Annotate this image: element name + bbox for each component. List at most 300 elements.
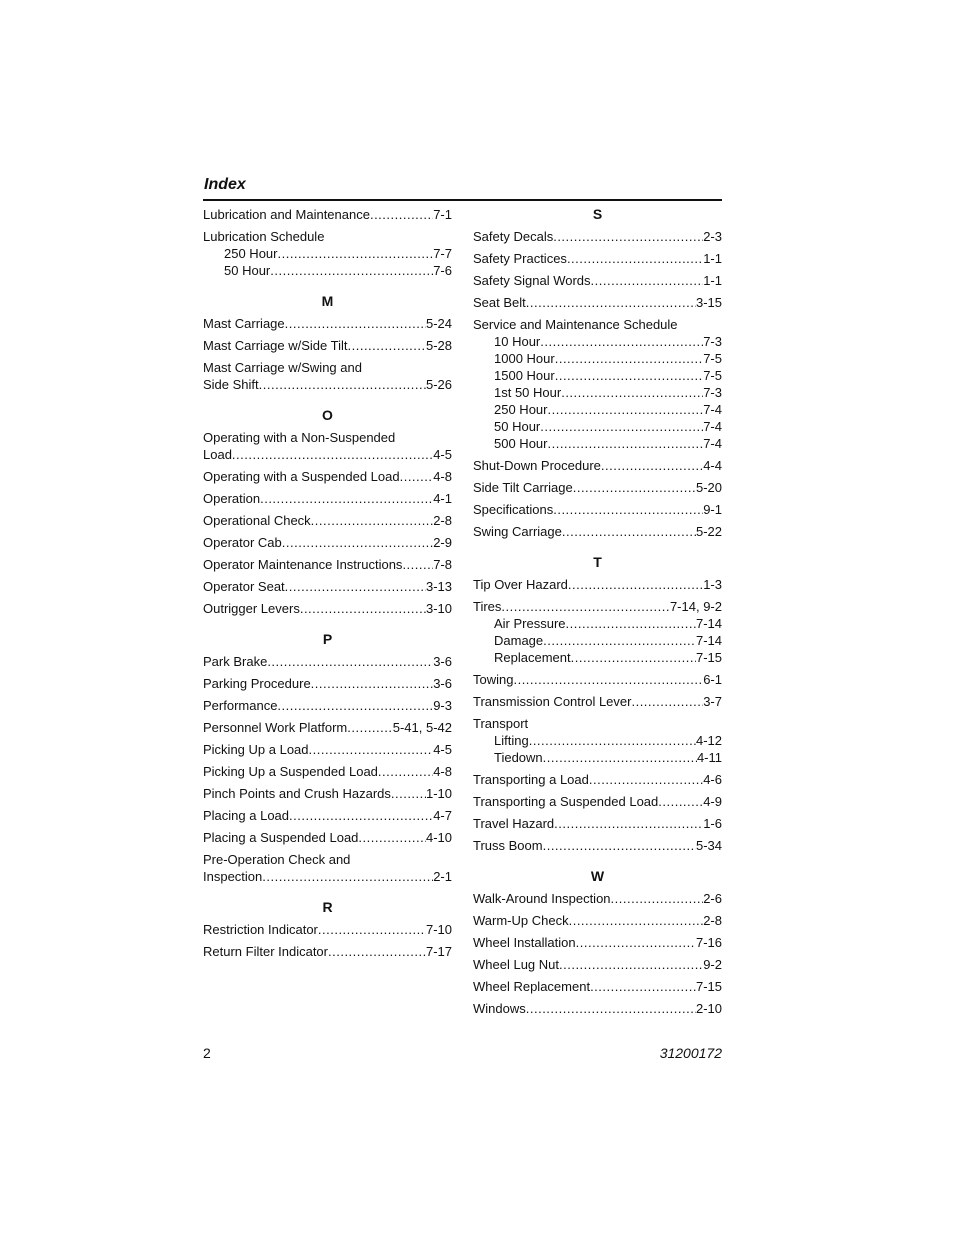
dot-leader xyxy=(285,578,426,595)
index-section-letter: P xyxy=(322,631,333,647)
index-term: Damage xyxy=(494,633,544,648)
index-entry xyxy=(203,921,452,938)
index-entry-line xyxy=(203,943,452,960)
index-term: Pinch Points and Crush Hazards xyxy=(203,786,391,801)
dot-leader xyxy=(400,468,434,485)
index-subentry-line xyxy=(473,401,722,418)
index-entry xyxy=(473,693,722,710)
index-entry-line xyxy=(473,771,722,788)
index-page-ref: 5-41, 5-42 xyxy=(392,720,452,735)
index-entry-line xyxy=(203,807,452,824)
dot-leader xyxy=(358,829,426,846)
dot-leader xyxy=(347,719,392,736)
dot-leader xyxy=(547,435,703,452)
index-entry-line xyxy=(473,1000,722,1017)
index-term: Placing a Suspended Load xyxy=(203,830,359,845)
index-entry-line xyxy=(203,228,452,245)
index-term: Parking Procedure xyxy=(203,676,311,691)
index-subentry-line xyxy=(473,367,722,384)
index-term: Picking Up a Suspended Load xyxy=(203,764,378,779)
index-term: Mast Carriage w/Swing and xyxy=(203,360,362,375)
index-page-ref: 9-3 xyxy=(433,698,452,713)
dot-leader xyxy=(501,598,670,615)
dot-leader xyxy=(571,649,696,666)
dot-leader xyxy=(318,921,426,938)
index-entry xyxy=(473,715,722,766)
dot-leader xyxy=(259,376,426,393)
index-entry-line xyxy=(473,501,722,518)
index-entry-line xyxy=(203,578,452,595)
index-entry-line xyxy=(473,272,722,289)
index-entry-line xyxy=(203,359,452,376)
index-column-left xyxy=(203,206,452,965)
index-page-ref: 1-1 xyxy=(703,273,722,288)
index-entry xyxy=(473,1000,722,1017)
index-page-ref: 4-8 xyxy=(433,764,452,779)
title-rule xyxy=(203,199,722,201)
index-term: Operator Maintenance Instructions xyxy=(203,557,403,572)
index-term: Windows xyxy=(473,1001,526,1016)
dot-leader xyxy=(270,262,433,279)
index-section-letter: R xyxy=(322,899,333,915)
index-entry xyxy=(473,250,722,267)
index-term: Outrigger Levers xyxy=(203,601,300,616)
dot-leader xyxy=(576,934,696,951)
index-entry xyxy=(473,501,722,518)
dot-leader xyxy=(590,978,696,995)
index-page-ref: 7-5 xyxy=(703,351,722,366)
index-section-letter: M xyxy=(321,293,334,309)
dot-leader xyxy=(526,294,696,311)
dot-leader xyxy=(555,367,703,384)
index-page-ref: 1-1 xyxy=(703,251,722,266)
index-entry-line xyxy=(473,693,722,710)
dot-leader xyxy=(568,576,703,593)
index-entry xyxy=(203,512,452,529)
dot-leader xyxy=(553,501,703,518)
index-term: Travel Hazard xyxy=(473,816,555,831)
index-entry xyxy=(203,829,452,846)
index-page-ref: 5-22 xyxy=(695,524,722,539)
dot-leader xyxy=(277,697,433,714)
index-entry-line xyxy=(203,490,452,507)
index-term: 50 Hour xyxy=(224,263,271,278)
index-entry-line xyxy=(473,934,722,951)
dot-leader xyxy=(370,206,433,223)
index-entry-line xyxy=(203,851,452,868)
index-entry xyxy=(203,578,452,595)
index-entry-line xyxy=(203,653,452,670)
index-entry xyxy=(203,807,452,824)
index-entry-line xyxy=(203,785,452,802)
index-page-ref: 1-10 xyxy=(425,786,452,801)
index-entry xyxy=(203,785,452,802)
dot-leader xyxy=(611,890,704,907)
index-term: Tip Over Hazard xyxy=(473,577,568,592)
index-term: Shut-Down Procedure xyxy=(473,458,601,473)
index-page-ref: 3-6 xyxy=(433,654,452,669)
index-page-ref: 3-10 xyxy=(425,601,452,616)
index-entry-line xyxy=(203,675,452,692)
index-page-ref: 7-6 xyxy=(433,263,452,278)
index-entry xyxy=(203,600,452,617)
index-entry-line xyxy=(203,468,452,485)
index-term: Safety Signal Words xyxy=(473,273,591,288)
dot-leader xyxy=(658,793,703,810)
index-page-ref: 4-5 xyxy=(433,742,452,757)
page-title: Index xyxy=(204,176,246,193)
dot-leader xyxy=(601,457,703,474)
index-entry xyxy=(203,675,452,692)
index-page-ref: 7-14 xyxy=(695,616,722,631)
index-page-ref: 7-4 xyxy=(703,436,722,451)
dot-leader xyxy=(553,228,703,245)
index-page-ref: 4-9 xyxy=(703,794,722,809)
index-page-ref: 9-1 xyxy=(703,502,722,517)
index-term: Air Pressure xyxy=(494,616,566,631)
index-term: Truss Boom xyxy=(473,838,543,853)
dot-leader xyxy=(529,732,696,749)
index-term: Lifting xyxy=(494,733,529,748)
index-page-ref: 7-5 xyxy=(703,368,722,383)
dot-leader xyxy=(285,315,426,332)
index-subentry-line xyxy=(473,435,722,452)
index-page-ref: 7-4 xyxy=(703,402,722,417)
dot-leader xyxy=(559,956,703,973)
dot-leader xyxy=(540,333,703,350)
index-section-letter: S xyxy=(592,206,603,222)
index-term: Performance xyxy=(203,698,278,713)
footer-page-number: 2 xyxy=(203,1045,211,1061)
index-subentry-line xyxy=(473,615,722,632)
index-entry-line xyxy=(203,376,452,393)
index-term: Walk-Around Inspection xyxy=(473,891,611,906)
index-term: 1000 Hour xyxy=(494,351,555,366)
index-entry-line xyxy=(203,829,452,846)
index-page-ref: 5-34 xyxy=(695,838,722,853)
index-page-ref: 2-6 xyxy=(703,891,722,906)
index-term: Picking Up a Load xyxy=(203,742,309,757)
index-entry-line xyxy=(473,316,722,333)
index-entry-line xyxy=(203,921,452,938)
index-subentry-line xyxy=(473,749,722,766)
index-entry xyxy=(203,556,452,573)
index-entry-line xyxy=(473,890,722,907)
index-term: 10 Hour xyxy=(494,334,541,349)
index-entry xyxy=(203,337,452,354)
index-term: Lubrication Schedule xyxy=(203,229,325,244)
index-entry xyxy=(203,429,452,463)
index-entry-line xyxy=(473,912,722,929)
index-entry xyxy=(473,576,722,593)
index-term: Seat Belt xyxy=(473,295,526,310)
index-term: Wheel Replacement xyxy=(473,979,591,994)
index-term: Mast Carriage w/Side Tilt xyxy=(203,338,348,353)
index-page-ref: 4-1 xyxy=(433,491,452,506)
index-entry xyxy=(473,523,722,540)
index-page-ref: 3-13 xyxy=(425,579,452,594)
dot-leader xyxy=(378,763,433,780)
index-entry xyxy=(203,534,452,551)
index-entry xyxy=(203,697,452,714)
index-entry xyxy=(473,934,722,951)
index-page-ref: 3-6 xyxy=(433,676,452,691)
index-page-ref: 4-4 xyxy=(703,458,722,473)
index-page-ref: 6-1 xyxy=(703,672,722,687)
dot-leader xyxy=(631,693,703,710)
index-entry xyxy=(473,956,722,973)
index-entry-line xyxy=(203,534,452,551)
dot-leader xyxy=(562,523,696,540)
index-page-ref: 4-8 xyxy=(433,469,452,484)
index-term: Mast Carriage xyxy=(203,316,285,331)
index-page-ref: 2-1 xyxy=(433,869,452,884)
footer-document-number: 31200172 xyxy=(659,1045,722,1061)
dot-leader xyxy=(566,615,696,632)
dot-leader xyxy=(555,350,703,367)
index-entry xyxy=(473,228,722,245)
index-page-ref: 9-2 xyxy=(703,957,722,972)
index-term: Placing a Load xyxy=(203,808,290,823)
index-entry-line xyxy=(203,868,452,885)
dot-leader xyxy=(513,671,703,688)
index-entry xyxy=(203,206,452,223)
index-page-ref: 7-16 xyxy=(695,935,722,950)
dot-leader xyxy=(277,245,433,262)
index-page-ref: 7-4 xyxy=(703,419,722,434)
index-entry-line xyxy=(473,576,722,593)
index-term: Wheel Installation xyxy=(473,935,576,950)
index-subentry-line xyxy=(473,350,722,367)
dot-leader xyxy=(540,418,703,435)
dot-leader xyxy=(267,653,433,670)
index-entry-line xyxy=(473,978,722,995)
index-entry xyxy=(203,943,452,960)
index-entry xyxy=(473,479,722,496)
index-term: Warm-Up Check xyxy=(473,913,569,928)
index-entry-line xyxy=(473,793,722,810)
index-entry-line xyxy=(473,294,722,311)
index-term: Replacement xyxy=(494,650,571,665)
index-entry-line xyxy=(473,837,722,854)
dot-leader xyxy=(591,272,704,289)
index-page-ref: 4-12 xyxy=(695,733,722,748)
index-entry-line xyxy=(473,250,722,267)
dot-leader xyxy=(309,741,434,758)
index-page-ref: 5-20 xyxy=(695,480,722,495)
index-page-ref: 2-9 xyxy=(433,535,452,550)
index-entry xyxy=(473,890,722,907)
index-term: Specifications xyxy=(473,502,554,517)
index-entry-line xyxy=(203,429,452,446)
index-page-ref: 5-24 xyxy=(425,316,452,331)
index-entry xyxy=(473,316,722,452)
index-page-ref: 7-3 xyxy=(703,385,722,400)
index-entry xyxy=(203,315,452,332)
index-subentry-line xyxy=(473,418,722,435)
index-entry-line xyxy=(473,457,722,474)
index-term: Transporting a Load xyxy=(473,772,589,787)
dot-leader xyxy=(300,600,426,617)
index-page-ref: 4-10 xyxy=(425,830,452,845)
index-entry-line xyxy=(473,479,722,496)
index-entry xyxy=(473,978,722,995)
index-page-ref: 1-6 xyxy=(703,816,722,831)
index-page-ref: 7-15 xyxy=(695,650,722,665)
index-page-ref: 7-15 xyxy=(695,979,722,994)
index-subentry-line xyxy=(473,333,722,350)
dot-leader xyxy=(311,675,434,692)
index-term: Operating with a Suspended Load xyxy=(203,469,400,484)
index-term: 250 Hour xyxy=(494,402,548,417)
index-page-ref: 1-3 xyxy=(703,577,722,592)
index-entry xyxy=(203,763,452,780)
index-page-ref: 4-5 xyxy=(433,447,452,462)
dot-leader xyxy=(262,868,433,885)
index-page-ref: 7-14 xyxy=(695,633,722,648)
index-entry xyxy=(473,598,722,666)
dot-leader xyxy=(554,815,703,832)
index-term: Service and Maintenance Schedule xyxy=(473,317,678,332)
index-term: Lubrication and Maintenance xyxy=(203,207,370,222)
dot-leader xyxy=(391,785,426,802)
dot-leader xyxy=(260,490,433,507)
index-page-ref: 4-6 xyxy=(703,772,722,787)
index-entry xyxy=(203,719,452,736)
index-entry xyxy=(203,653,452,670)
index-entry-line xyxy=(473,715,722,732)
index-term: Transporting a Suspended Load xyxy=(473,794,659,809)
index-entry-line xyxy=(203,719,452,736)
index-entry-line xyxy=(203,337,452,354)
index-entry xyxy=(473,272,722,289)
dot-leader xyxy=(543,632,696,649)
index-entry xyxy=(473,457,722,474)
dot-leader xyxy=(543,837,696,854)
dot-leader xyxy=(328,943,426,960)
index-section-letter: O xyxy=(322,407,333,423)
index-term: Inspection xyxy=(203,869,263,884)
index-page-ref: 3-7 xyxy=(703,694,722,709)
dot-leader xyxy=(543,749,697,766)
index-subentry-line xyxy=(473,649,722,666)
index-term: Personnel Work Platform xyxy=(203,720,348,735)
index-term: 500 Hour xyxy=(494,436,548,451)
index-page-ref: 7-1 xyxy=(433,207,452,222)
index-entry xyxy=(203,490,452,507)
index-term: Transmission Control Lever xyxy=(473,694,632,709)
index-term: Tiedown xyxy=(494,750,543,765)
index-page-ref: 2-8 xyxy=(433,513,452,528)
index-entry-line xyxy=(473,671,722,688)
index-page-ref: 7-8 xyxy=(433,557,452,572)
index-entry-line xyxy=(203,697,452,714)
index-term: Pre-Operation Check and xyxy=(203,852,351,867)
index-term: Safety Practices xyxy=(473,251,567,266)
index-page-ref: 5-28 xyxy=(425,338,452,353)
index-column-right xyxy=(473,206,722,1022)
index-term: 1st 50 Hour xyxy=(494,385,562,400)
index-term: Operating with a Non-Suspended xyxy=(203,430,396,445)
index-term: Swing Carriage xyxy=(473,524,562,539)
index-entry-line xyxy=(203,315,452,332)
dot-leader xyxy=(311,512,434,529)
index-entry xyxy=(473,671,722,688)
index-term: 50 Hour xyxy=(494,419,541,434)
index-entry xyxy=(473,912,722,929)
index-entry-line xyxy=(473,815,722,832)
index-term: 250 Hour xyxy=(224,246,278,261)
index-entry-line xyxy=(203,556,452,573)
index-section-letter: T xyxy=(593,554,602,570)
index-entry xyxy=(203,741,452,758)
index-page-ref: 7-7 xyxy=(433,246,452,261)
index-entry xyxy=(473,771,722,788)
index-page-ref: 3-15 xyxy=(695,295,722,310)
index-page-ref: 4-11 xyxy=(696,750,722,765)
index-entry-line xyxy=(473,956,722,973)
index-entry-line xyxy=(203,600,452,617)
index-term: Side Shift xyxy=(203,377,259,392)
dot-leader xyxy=(589,771,703,788)
dot-leader xyxy=(348,337,426,354)
index-entry xyxy=(473,793,722,810)
index-term: Side Tilt Carriage xyxy=(473,480,573,495)
index-entry-line xyxy=(203,512,452,529)
index-term: Park Brake xyxy=(203,654,268,669)
dot-leader xyxy=(573,479,696,496)
dot-leader xyxy=(547,401,703,418)
index-subentry-line xyxy=(473,632,722,649)
index-page-ref: 5-26 xyxy=(425,377,452,392)
dot-leader xyxy=(567,250,703,267)
index-entry xyxy=(203,851,452,885)
index-term: Operator Seat xyxy=(203,579,285,594)
index-entry-line xyxy=(203,446,452,463)
dot-leader xyxy=(289,807,433,824)
index-entry-line xyxy=(473,523,722,540)
index-page-ref: 7-14, 9-2 xyxy=(669,599,722,614)
index-entry xyxy=(473,815,722,832)
index-term: Load xyxy=(203,447,232,462)
dot-leader xyxy=(282,534,433,551)
index-entry-line xyxy=(473,228,722,245)
index-page-ref: 7-10 xyxy=(425,922,452,937)
dot-leader xyxy=(561,384,703,401)
index-term: Wheel Lug Nut xyxy=(473,957,559,972)
index-term: Operation xyxy=(203,491,261,506)
index-page-ref: 7-17 xyxy=(425,944,452,959)
dot-leader xyxy=(526,1000,696,1017)
index-page-ref: 7-3 xyxy=(703,334,722,349)
dot-leader xyxy=(569,912,704,929)
index-term: Operational Check xyxy=(203,513,311,528)
index-term: Transport xyxy=(473,716,529,731)
index-page-ref: 2-10 xyxy=(695,1001,722,1016)
index-entry xyxy=(473,837,722,854)
index-page-ref: 2-8 xyxy=(703,913,722,928)
index-term: Towing xyxy=(473,672,514,687)
index-term: Operator Cab xyxy=(203,535,282,550)
index-term: Restriction Indicator xyxy=(203,922,318,937)
dot-leader xyxy=(402,556,433,573)
index-subentry-line xyxy=(473,384,722,401)
index-subentry-line xyxy=(203,262,452,279)
index-section-letter: W xyxy=(590,868,605,884)
index-entry-line xyxy=(203,206,452,223)
index-entry-line xyxy=(203,741,452,758)
dot-leader xyxy=(232,446,433,463)
